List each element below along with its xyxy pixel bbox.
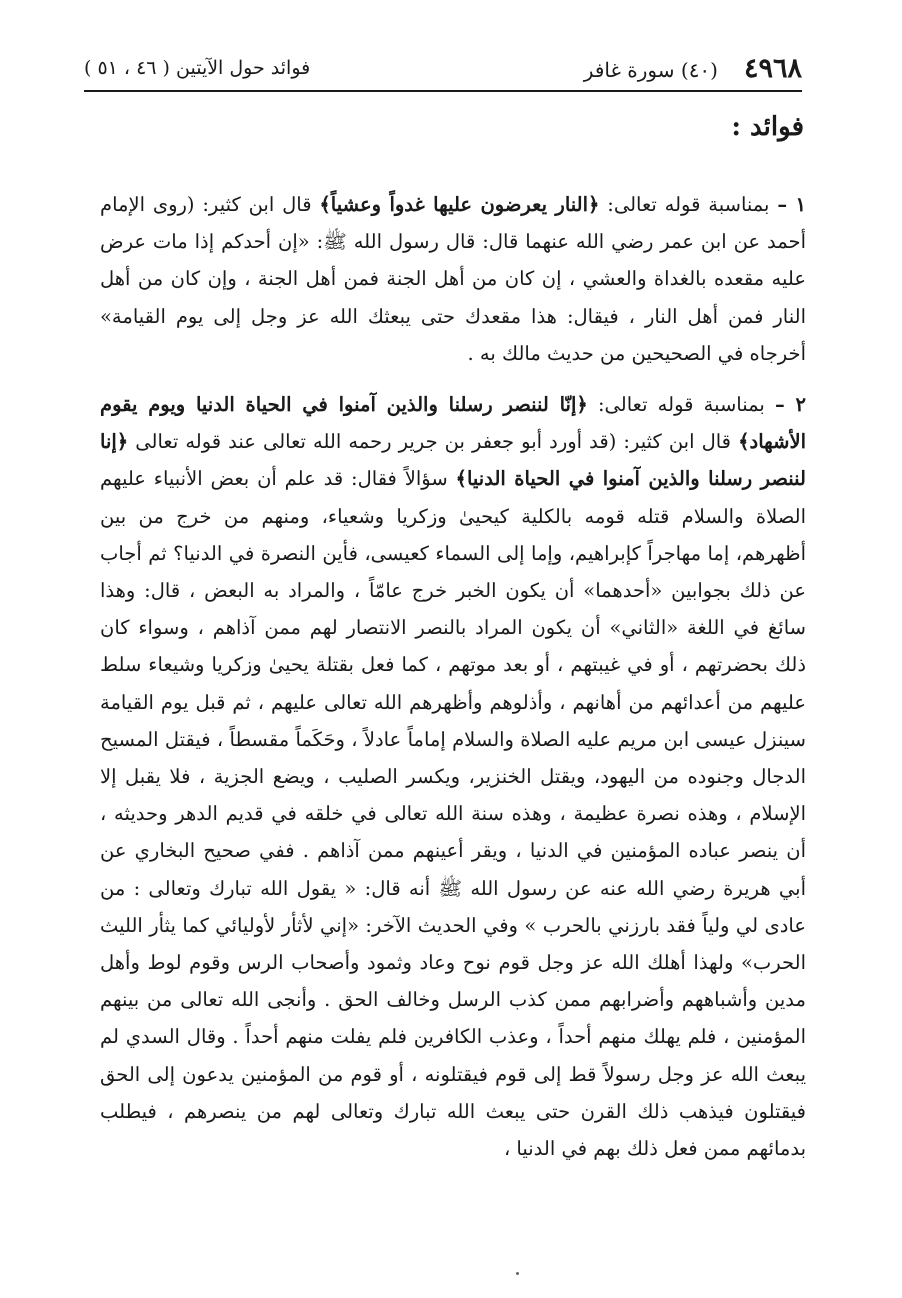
quran-verse: ﴿إنا لننصر رسلنا والذين آمنوا في الحياة الدنيا﴾ — [100, 430, 806, 491]
quran-verse: ﴿النار يعرضون عليها غدواً وعشياً﴾ — [319, 193, 600, 216]
paragraph-text: قال ابن كثير: (روى الإمام أحمد عن ابن عمر رضي الله عنهما قال: قال رسول الله ﷺ: «إن أحدكم إذا مات عرض عليه مقعده بالغداة والعشي ، إن كان من أهل الجنة فمن أهل الجنة ، وإن كان من أهل النار فمن أهل النار ، فيقال: هذا مقعدك حتى يبعثك الله عز وجل إلى يوم القيامة» أخرجاه في الصحيحين من حديث مالك به . — [100, 193, 806, 365]
page-number: ٤٩٦٨ — [743, 52, 802, 84]
benefits-heading: فوائد : — [731, 112, 804, 142]
running-header — [84, 52, 802, 92]
paragraph-text: قال ابن كثير: (قد أورد أبو جعفر بن جرير رحمه الله تعالى عند قوله تعالى — [128, 430, 739, 454]
header-right — [584, 53, 802, 84]
surah-title: (٤٠) سورة غافر — [583, 57, 718, 82]
paragraph-text: بمناسبة قوله تعالى: — [599, 193, 778, 216]
paragraph-number: ١ – — [777, 193, 806, 216]
paragraph-text: بمناسبة قوله تعالى: — [587, 393, 775, 417]
page-mark — [516, 1272, 519, 1275]
paragraph-2 — [100, 386, 806, 1167]
paragraph-1 — [100, 186, 806, 372]
quran-verse: ﴿إنّا لننصر رسلنا والذين آمنوا في الحياة الدنيا ويوم يقوم الأشهاد﴾ — [100, 393, 806, 454]
paragraph-text: سؤالاً فقال: قد علم أن بعض الأنبياء عليهم الصلاة والسلام قتله قومه بالكلية كيحيىٰ وزكريا وشعياء، ومنهم من خرج من بين أظهرهم، إما مهاجراً كإبراهيم، وإما إلى السماء كعيسى، فأين النصرة في الدنيا؟ ثم أجاب عن ذلك بجوابين «أحدهما» أن يكون الخبر خرج عامّاً ، والمراد به البعض ، قال: وهذا سائغ في اللغة «الثاني» أن يكون المراد بالنصر الانتصار لهم ممن آذاهم ، وسواء كان ذلك بحضرتهم ، أو في غيبتهم ، أو بعد موتهم ، كما فعل بقتلة يحيىٰ وزكريا وشيعاء سلط عليهم من أعدائهم من أهانهم ، وأذلوهم وأظهرهم الله تعالى عليهم ، ثم قبل يوم القيامة سينزل عيسى ابن مريم عليه الصلاة والسلام إماماً عادلاً ، وحَكَماً مقسطاً ، فيقتل المسيح الدجال وجنوده من اليهود، ويقتل الخنزير، ويكسر الصليب ، ويضع الجزية ، فلا يقبل إلا الإسلام ، وهذه نصرة عظيمة ، وهذه سنة الله تعالى في خلقه في قديم الدهر وحديثه ، أن ينصر عباده المؤمنين في الدنيا ، ويقر أعينهم ممن آذاهم . ففي صحيح البخاري عن أبي هريرة رضي الله عنه عن رسول الله ﷺ أنه قال: « يقول الله تبارك وتعالى : من عادى لي ولياً فقد بارزني بالحرب » وفي الحديث الآخر: «إني لأثأر لأوليائي كما يثأر الليث الحرب» ولهذا أهلك الله عز وجل قوم نوح وعاد وثمود وأصحاب الرس وقوم لوط وأهل مدين وأشباههم وأضرابهم ممن كذب الرسل وخالف الحق . وأنجى الله تعالى من بينهم المؤمنين ، فلم يهلك منهم أحداً ، وعذب الكافرين فلم يفلت منهم أحداً . وقال السدي لم يبعث الله عز وجل رسولاً قط إلى قوم فيقتلونه ، أو قوم من المؤمنين يدعون إلى الحق فيقتلون فيذهب ذلك القرن حتى يبعث الله تبارك وتعالى لهم من ينصرهم ، فيطلب بدمائهم ممن فعل ذلك بهم في الدنيا ، — [100, 467, 806, 1161]
section-title: فوائد حول الآيتين ( ٤٦ ، ٥١ ) — [84, 57, 311, 79]
paragraph-number: ٢ – — [775, 393, 806, 417]
body-text — [100, 186, 806, 1167]
